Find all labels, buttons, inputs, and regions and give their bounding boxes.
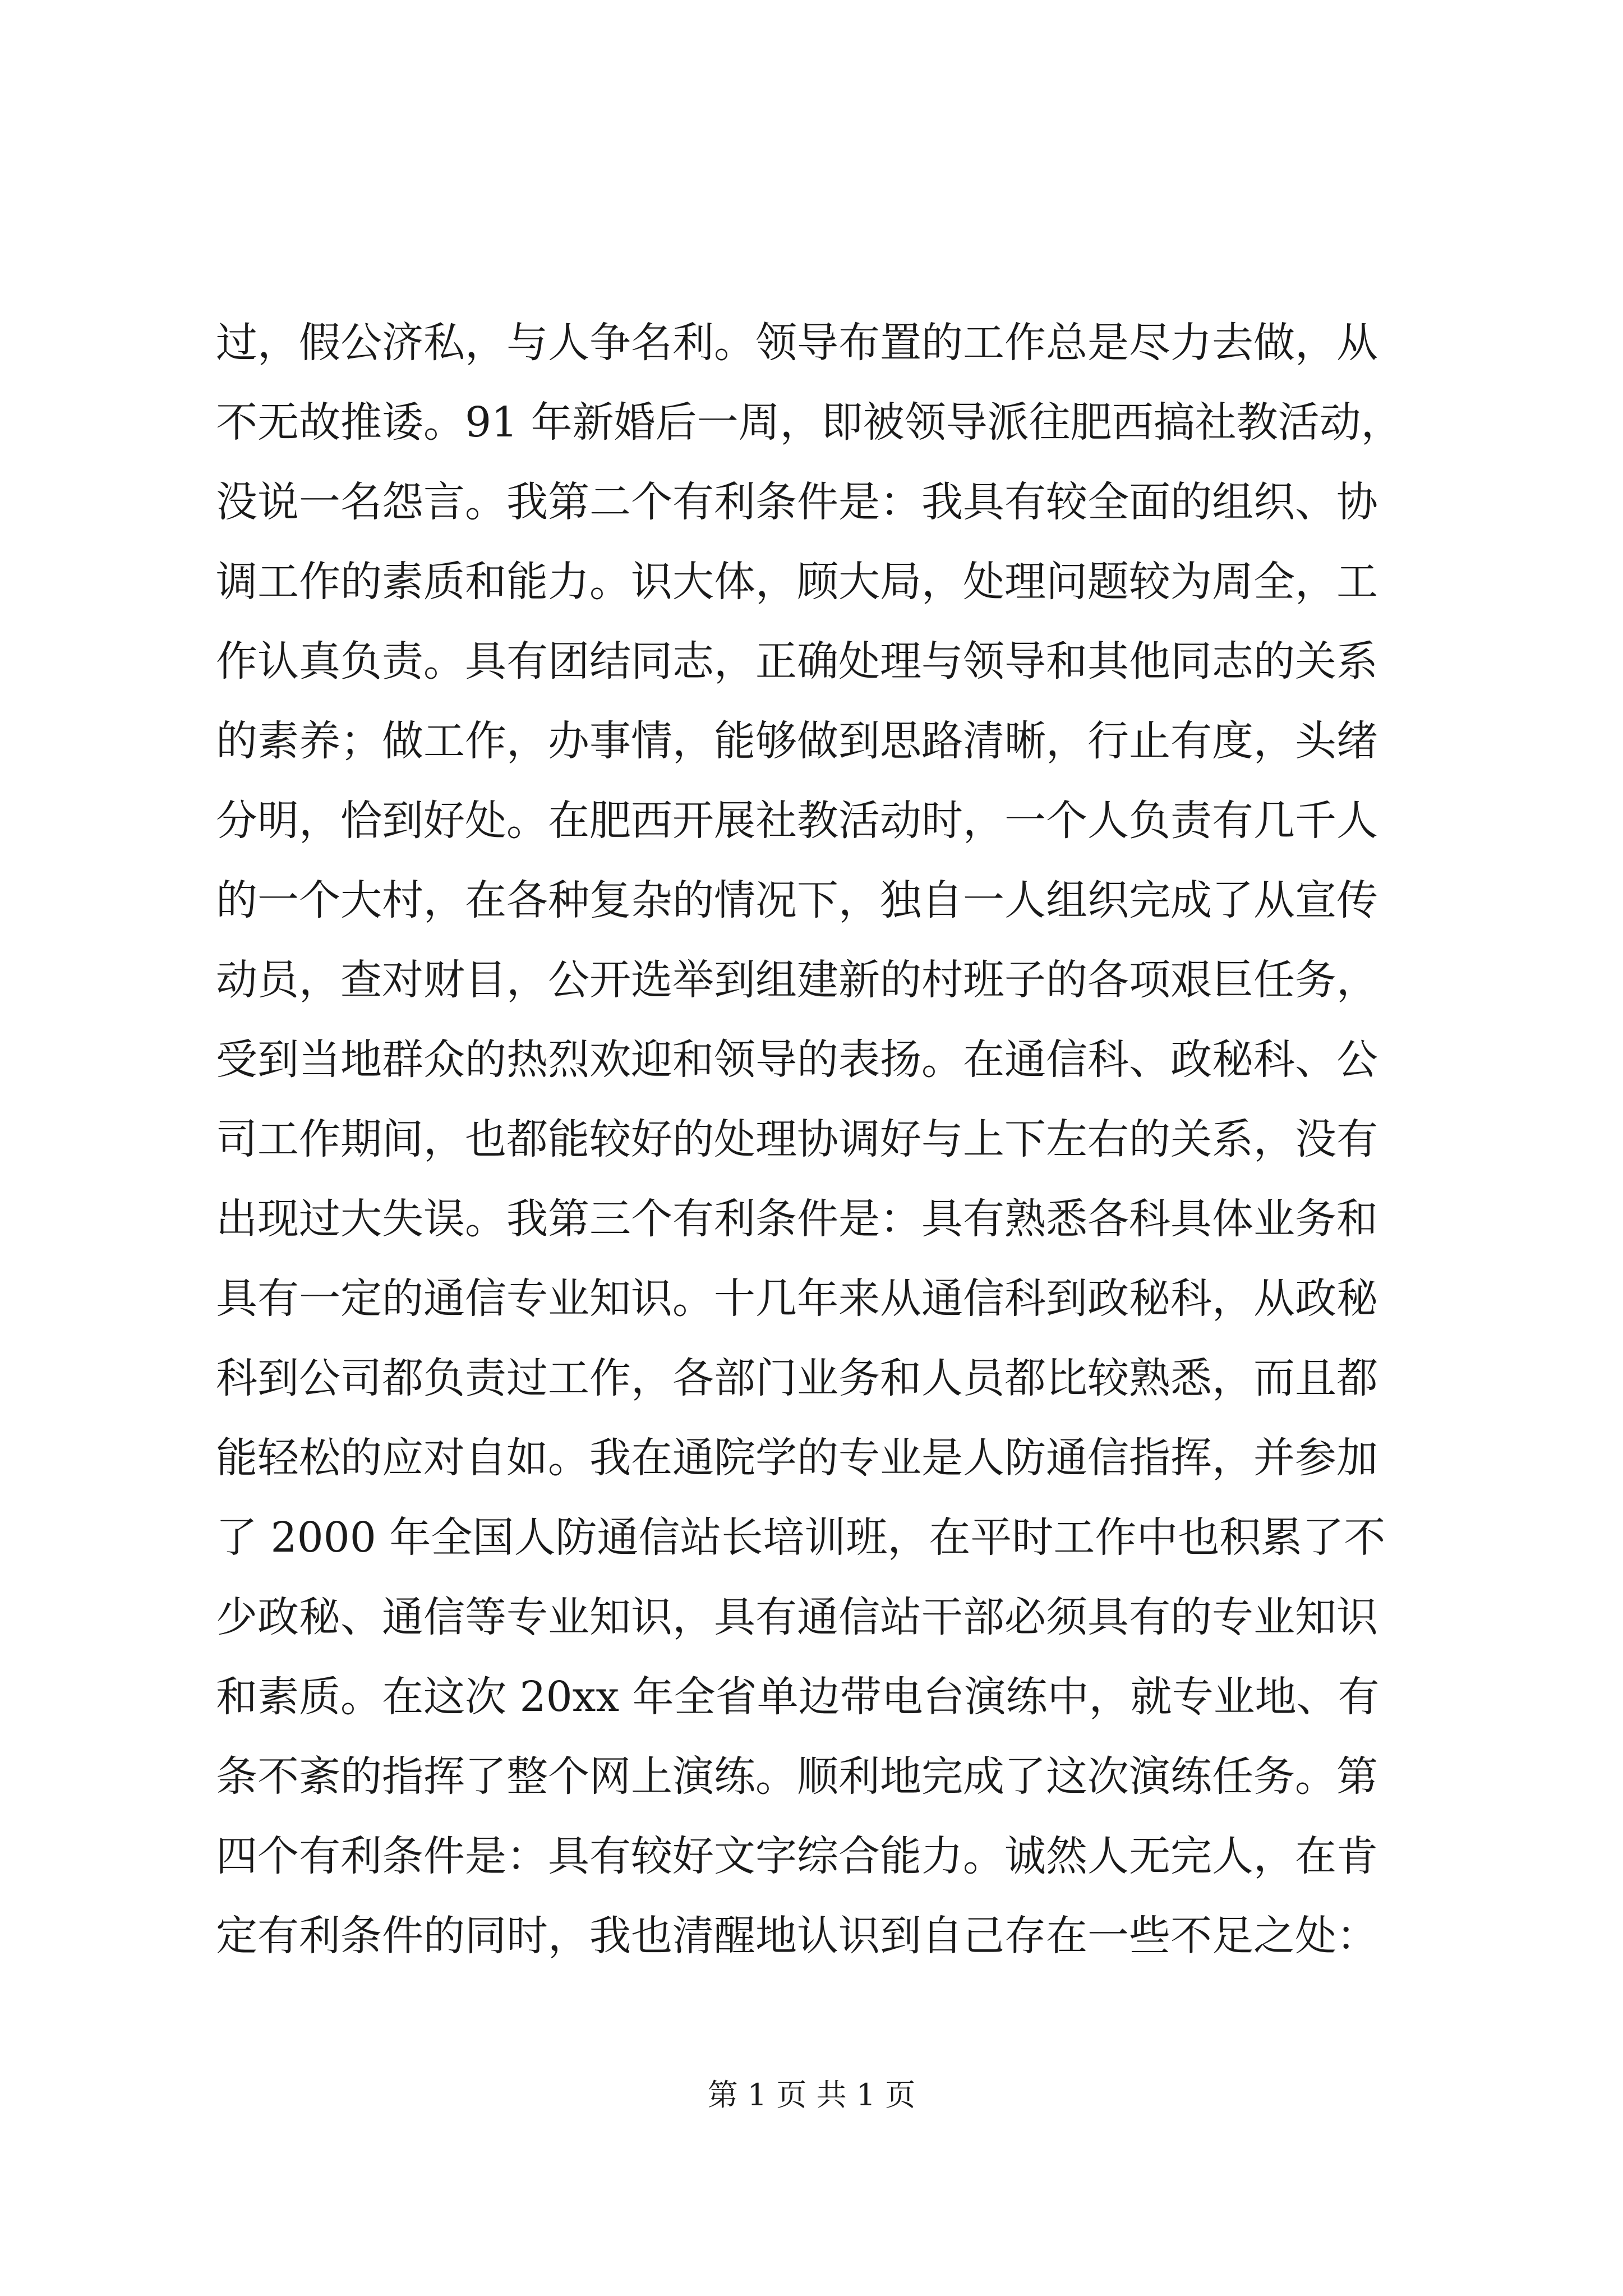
text-line: 不无故推诿。91 年新婚后一周，即被领导派往肥西搞社教活动， — [216, 398, 1403, 447]
text-line: 调工作的素质和能力。识大体，顾大局，处理问题较为周全，工 — [216, 558, 1378, 606]
text-line: 没说一名怨言。我第二个有利条件是：我具有较全面的组织、协 — [216, 478, 1378, 526]
text-line: 条不紊的指挥了整个网上演练。顺利地完成了这次演练任务。第 — [216, 1752, 1378, 1801]
text-line: 受到当地群众的热烈欢迎和领导的表扬。在通信科、政秘科、公 — [216, 1036, 1378, 1084]
text-line: 动员，查对财目，公开选举到组建新的村班子的各项艰巨任务， — [216, 956, 1378, 1004]
text-line: 具有一定的通信专业知识。十几年来从通信科到政秘科，从政秘 — [216, 1274, 1378, 1323]
text-line: 分明，恰到好处。在肥西开展社教活动时，一个人负责有几千人 — [216, 797, 1378, 845]
text-line: 少政秘、通信等专业知识，具有通信站干部必须具有的专业知识 — [216, 1593, 1378, 1641]
text-line: 过，假公济私，与人争名利。领导布置的工作总是尽力去做，从 — [216, 319, 1378, 367]
body-text — [216, 303, 1416, 1976]
text-line: 的一个大村，在各种复杂的情况下，独自一人组织完成了从宣传 — [216, 876, 1378, 924]
text-line: 科到公司都负责过工作，各部门业务和人员都比较熟悉，而且都 — [216, 1354, 1378, 1402]
text-line: 了 2000 年全国人防通信站长培训班，在平时工作中也积累了不 — [216, 1513, 1386, 1562]
text-line: 能轻松的应对自如。我在通院学的专业是人防通信指挥，并参加 — [216, 1434, 1378, 1482]
text-line: 司工作期间，也都能较好的处理协调好与上下左右的关系，没有 — [216, 1115, 1378, 1163]
text-line: 作认真负责。具有团结同志，正确处理与领导和其他同志的关系 — [216, 637, 1378, 685]
text-line: 定有利条件的同时，我也清醒地认识到自己存在一些不足之处： — [216, 1912, 1378, 1960]
text-line: 和素质。在这次 20xx 年全省单边带电台演练中，就专业地、有 — [216, 1673, 1380, 1721]
text-line: 四个有利条件是：具有较好文字综合能力。诚然人无完人，在肯 — [216, 1832, 1378, 1880]
text-line: 的素养；做工作，办事情，能够做到思路清晰，行止有度，头绪 — [216, 717, 1378, 765]
text-line: 出现过大失误。我第三个有利条件是：具有熟悉各科具体业务和 — [216, 1195, 1378, 1243]
page-number-footer: 第 1 页 共 1 页 — [707, 2077, 916, 2113]
